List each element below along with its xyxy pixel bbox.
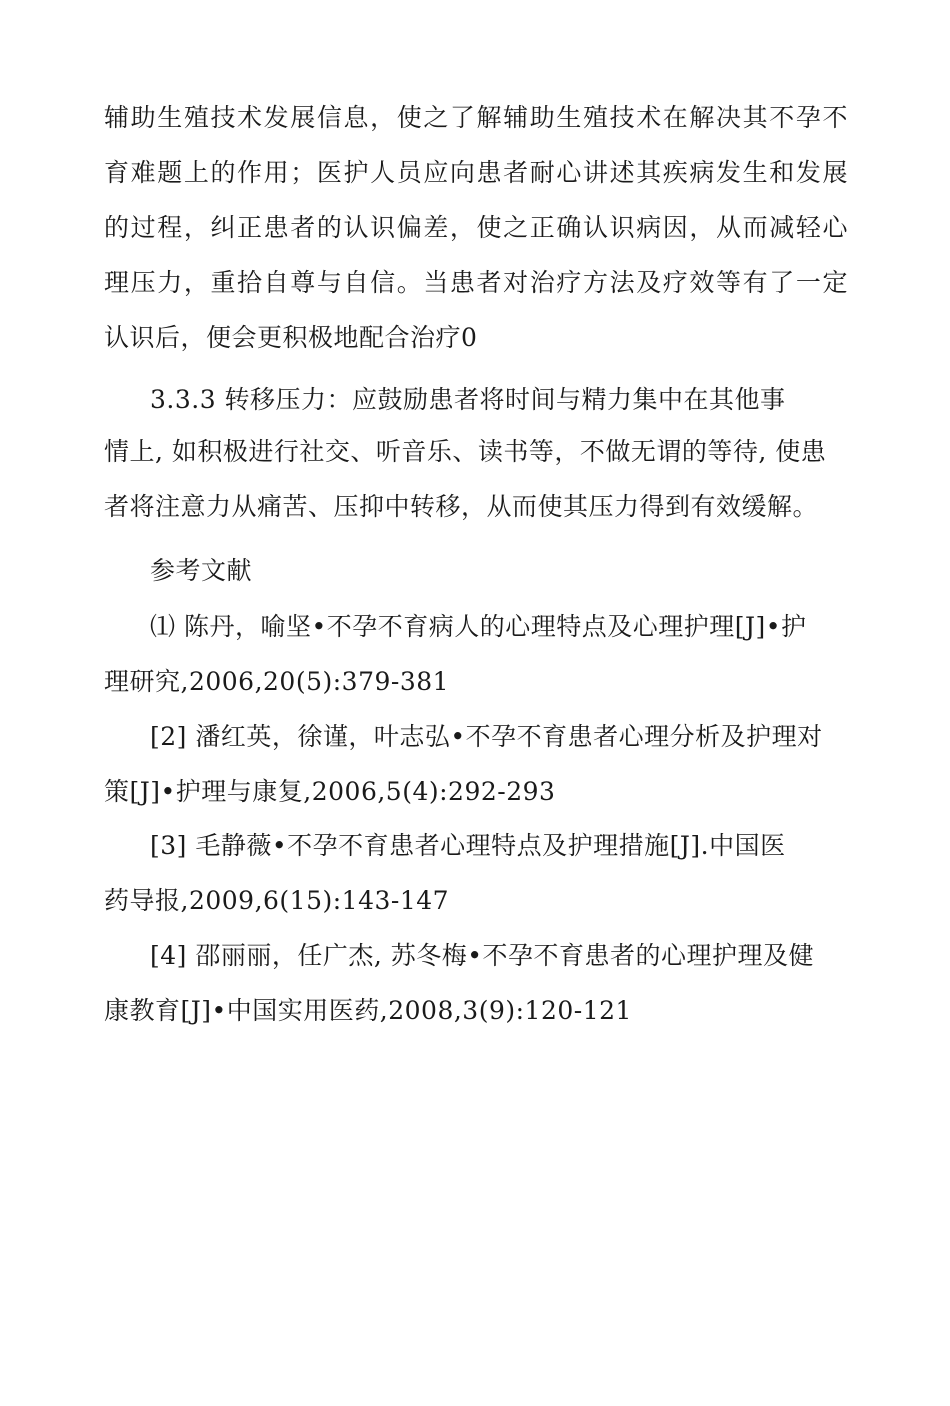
glyph: 确 [556, 213, 582, 242]
reference-item-1-line-1: ⑴ 陈丹，喻坚•不孕不育病人的心理特点及心理护理[J]•护 [150, 612, 807, 641]
glyph: 当 [423, 268, 449, 297]
glyph: 使 [396, 103, 423, 132]
glyph: 耐 [529, 158, 556, 187]
glyph: 育 [104, 158, 130, 187]
glyph: 认 [582, 213, 609, 242]
glyph: 用 [263, 158, 290, 187]
glyph: 殖 [183, 103, 210, 132]
glyph: ， [370, 103, 396, 132]
glyph: 生 [556, 103, 582, 132]
glyph: 生 [742, 158, 769, 187]
glyph: 的 [104, 213, 130, 242]
glyph: 识 [370, 213, 396, 242]
glyph: 生 [157, 103, 183, 132]
glyph: 发 [716, 158, 742, 187]
glyph: 术 [237, 103, 263, 132]
glyph: 重 [210, 268, 236, 297]
glyph: ， [183, 213, 210, 242]
paragraph-line: 认识后，便会更积极地配合治疗0 [104, 323, 478, 352]
glyph: 正 [237, 213, 263, 242]
glyph: 从 [716, 213, 742, 242]
glyph: 辅 [104, 103, 130, 132]
glyph: 压 [130, 268, 157, 297]
glyph: 自 [263, 268, 290, 297]
reference-item-4-line-2: 康教育[J]•中国实用医药,2008,3(9):120-121 [104, 996, 632, 1025]
glyph: ， [183, 268, 210, 297]
glyph: 认 [343, 213, 369, 242]
reference-item-2-line-2: 策[J]•护理与康复,2006,5(4):292-293 [104, 777, 556, 806]
glyph: 技 [210, 103, 236, 132]
glyph: 对 [503, 268, 529, 297]
glyph: 息 [343, 103, 369, 132]
glyph: ， [689, 213, 715, 242]
section-line: 者将注意力从痛苦、压抑中转移，从而使其压力得到有效缓解。 [104, 492, 819, 521]
glyph: 一 [795, 268, 822, 297]
glyph: 疗 [662, 268, 689, 297]
glyph: 识 [609, 213, 636, 242]
reference-item-3-line-1: [3] 毛静薇•不孕不育患者心理特点及护理措施[J].中国医 [150, 831, 786, 860]
glyph: ， [449, 213, 476, 242]
glyph: 了 [769, 268, 795, 297]
glyph: 技 [609, 103, 636, 132]
reference-item-1-line-2: 理研究,2006,20(5):379-381 [104, 667, 450, 696]
reference-item-2-line-1: [2] 潘红英，徐谨，叶志弘•不孕不育患者心理分析及护理对 [150, 722, 823, 751]
glyph: 的 [316, 213, 343, 242]
glyph: 发 [263, 103, 290, 132]
glyph: 纠 [210, 213, 236, 242]
section-line: 情上, 如积极进行社交、听音乐、读书等，不做无谓的等待, 使患 [104, 437, 827, 466]
glyph: 者 [476, 268, 503, 297]
glyph: 法 [609, 268, 636, 297]
glyph: 轻 [795, 213, 822, 242]
glyph: 其 [636, 158, 662, 187]
glyph: 病 [689, 158, 715, 187]
glyph: 不 [769, 103, 795, 132]
glyph: 而 [742, 213, 769, 242]
glyph: 与 [316, 268, 343, 297]
glyph: 效 [689, 268, 715, 297]
glyph: 应 [423, 158, 449, 187]
glyph: 定 [822, 268, 848, 297]
glyph: 述 [609, 158, 636, 187]
glyph: 展 [290, 103, 316, 132]
paragraph-line [104, 211, 848, 245]
glyph: 助 [529, 103, 556, 132]
glyph: 等 [716, 268, 742, 297]
references-heading: 参考文献 [150, 556, 253, 585]
glyph: 因 [662, 213, 689, 242]
glyph: 员 [396, 158, 423, 187]
glyph: 之 [423, 103, 449, 132]
glyph: 殖 [582, 103, 609, 132]
paragraph-line [104, 266, 848, 300]
glyph: 的 [210, 158, 236, 187]
glyph: 理 [104, 268, 130, 297]
glyph: 信 [316, 103, 343, 132]
glyph: 展 [822, 158, 848, 187]
paragraph-line [104, 156, 848, 190]
glyph: 题 [157, 158, 183, 187]
glyph: 不 [822, 103, 848, 132]
paragraph-line [104, 101, 848, 135]
glyph: 信 [370, 268, 396, 297]
reference-item-4-line-1: [4] 邵丽丽，任广杰, 苏冬梅•不孕不育患者的心理护理及健 [150, 941, 815, 970]
glyph: 发 [795, 158, 822, 187]
glyph: 自 [343, 268, 369, 297]
glyph: 解 [476, 103, 503, 132]
glyph: 作 [237, 158, 263, 187]
glyph: 疗 [556, 268, 582, 297]
reference-item-3-line-2: 药导报,2009,6(15):143-147 [104, 886, 450, 915]
glyph: 有 [742, 268, 769, 297]
glyph: 差 [423, 213, 449, 242]
glyph: 患 [449, 268, 476, 297]
glyph: 疾 [662, 158, 689, 187]
glyph: 治 [529, 268, 556, 297]
glyph: 偏 [396, 213, 423, 242]
glyph: 术 [636, 103, 662, 132]
glyph: 心 [556, 158, 582, 187]
glyph: 。 [396, 268, 423, 297]
glyph: 拾 [237, 268, 263, 297]
glyph: 其 [742, 103, 769, 132]
glyph: 难 [130, 158, 157, 187]
glyph: 辅 [503, 103, 529, 132]
glyph: 上 [183, 158, 210, 187]
glyph: 者 [290, 213, 316, 242]
glyph: 方 [582, 268, 609, 297]
glyph: 者 [503, 158, 529, 187]
glyph: 减 [769, 213, 795, 242]
glyph: 在 [662, 103, 689, 132]
glyph: 决 [716, 103, 742, 132]
glyph: 向 [449, 158, 476, 187]
glyph: 尊 [290, 268, 316, 297]
glyph: 过 [130, 213, 157, 242]
glyph: 力 [157, 268, 183, 297]
glyph: 人 [370, 158, 396, 187]
glyph: 使 [476, 213, 503, 242]
glyph: 医 [316, 158, 343, 187]
glyph: 讲 [582, 158, 609, 187]
glyph: 病 [636, 213, 662, 242]
section-heading-line: 3.3.3 转移压力：应鼓励患者将时间与精力集中在其他事 [150, 385, 786, 414]
glyph: 心 [822, 213, 848, 242]
glyph: 助 [130, 103, 157, 132]
glyph: ； [290, 158, 316, 187]
glyph: 程 [157, 213, 183, 242]
glyph: 之 [503, 213, 529, 242]
glyph: 和 [769, 158, 795, 187]
glyph: 解 [689, 103, 715, 132]
glyph: 孕 [795, 103, 822, 132]
glyph: 患 [263, 213, 290, 242]
glyph: 患 [476, 158, 503, 187]
glyph: 正 [529, 213, 556, 242]
glyph: 及 [636, 268, 662, 297]
glyph: 了 [449, 103, 476, 132]
glyph: 护 [343, 158, 369, 187]
